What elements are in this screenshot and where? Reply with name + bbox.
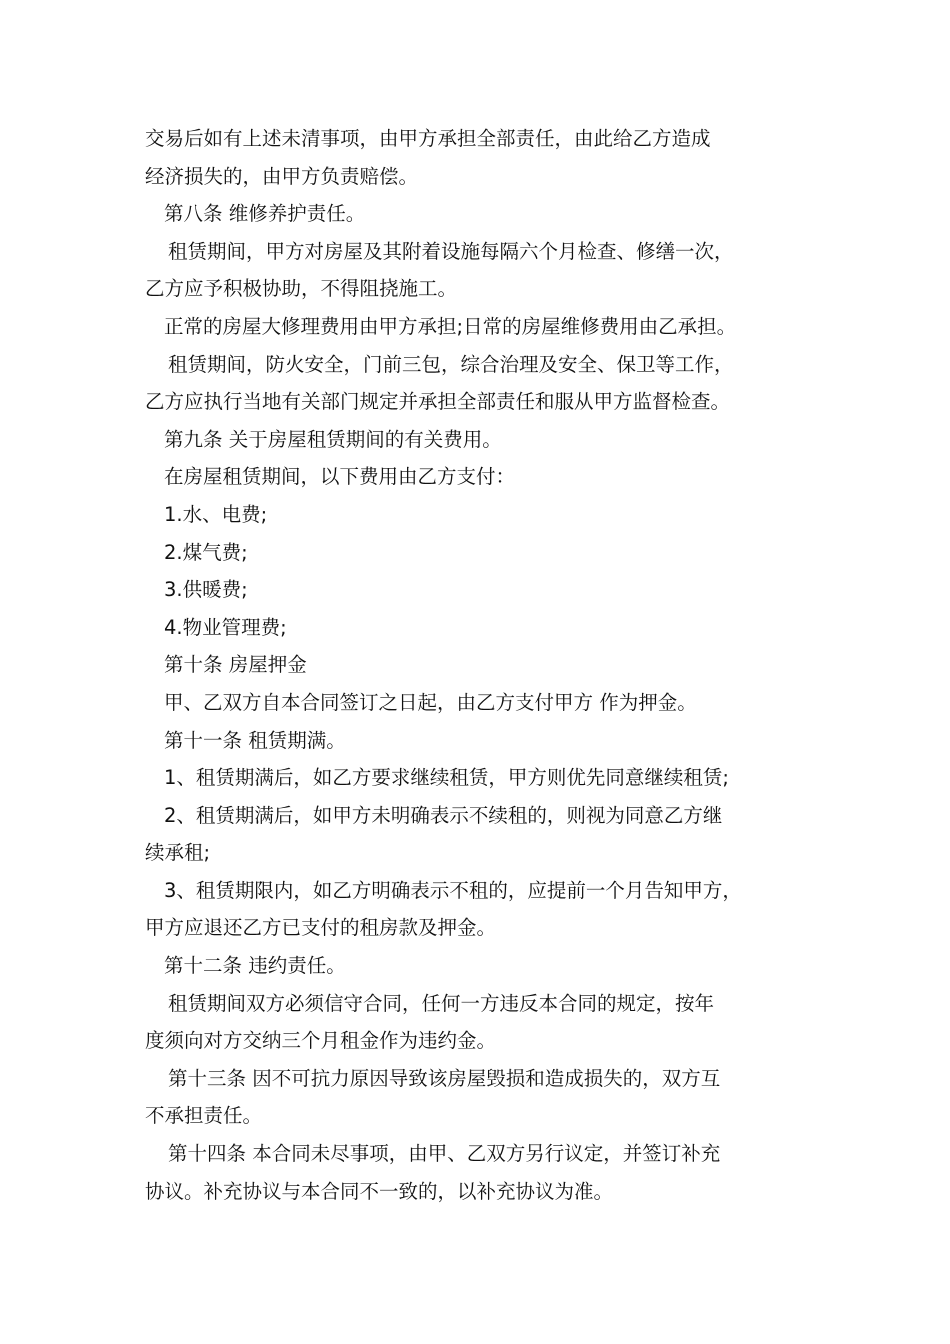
paragraph-line: 续承租; (145, 841, 211, 865)
paragraph-line: 租赁期间，防火安全，门前三包，综合治理及安全、保卫等工作， (168, 352, 734, 376)
paragraph-line: 乙方应执行当地有关部门规定并承担全部责任和服从甲方监督检查。 (145, 390, 731, 414)
paragraph-line: 交易后如有上述未清事项，由甲方承担全部责任，由此给乙方造成 (145, 127, 711, 150)
article-heading: 第十一条 租赁期满。 (164, 728, 346, 752)
list-item: 3.供暖费; (164, 578, 248, 602)
list-item: 3、租赁期限内，如乙方明确表示不租的，应提前一个月告知甲方， (164, 878, 742, 902)
paragraph-line: 甲、乙双方自本合同签订之日起，由乙方支付甲方 作为押金。 (164, 690, 697, 714)
article-heading: 第十条 房屋押金 (164, 653, 307, 677)
paragraph-line: 经济损失的，由甲方负责赔偿。 (145, 164, 419, 188)
paragraph-line: 租赁期间双方必须信守合同，任何一方违反本合同的规定，按年 (168, 991, 715, 1015)
article-heading: 第八条 维修养护责任。 (164, 202, 366, 226)
article-heading: 第十三条 因不可抗力原因导致该房屋毁损和造成损失的，双方互 (168, 1066, 721, 1090)
paragraph-line: 协议。补充协议与本合同不一致的，以补充协议为准。 (145, 1179, 614, 1203)
list-item: 2、租赁期满后，如甲方未明确表示不续租的，则视为同意乙方继 (164, 803, 723, 827)
list-item: 2.煤气费; (164, 540, 248, 564)
list-item: 1、租赁期满后，如乙方要求继续租赁，甲方则优先同意继续租赁; (164, 766, 729, 790)
paragraph-line: 甲方应退还乙方已支付的租房款及押金。 (145, 916, 497, 940)
paragraph-line: 正常的房屋大修理费用由甲方承担;日常的房屋维修费用由乙承担。 (164, 314, 737, 338)
document-body (145, 120, 835, 1210)
article-heading: 第十四条 本合同未尽事项，由甲、乙双方另行议定，并签订补充 (168, 1142, 721, 1166)
article-heading: 第九条 关于房屋租赁期间的有关费用。 (164, 427, 502, 451)
list-item: 1.水、电费; (164, 502, 268, 526)
paragraph-line: 不承担责任。 (145, 1104, 263, 1128)
paragraph-line: 在房屋租赁期间，以下费用由乙方支付： (164, 465, 516, 489)
article-heading: 第十二条 违约责任。 (164, 954, 346, 978)
paragraph-line: 租赁期间，甲方对房屋及其附着设施每隔六个月检查、修缮一次， (168, 239, 734, 263)
paragraph-line: 度须向对方交纳三个月租金作为违约金。 (145, 1029, 497, 1053)
list-item: 4.物业管理费; (164, 615, 287, 639)
paragraph-line: 乙方应予积极协助，不得阻挠施工。 (145, 277, 458, 301)
